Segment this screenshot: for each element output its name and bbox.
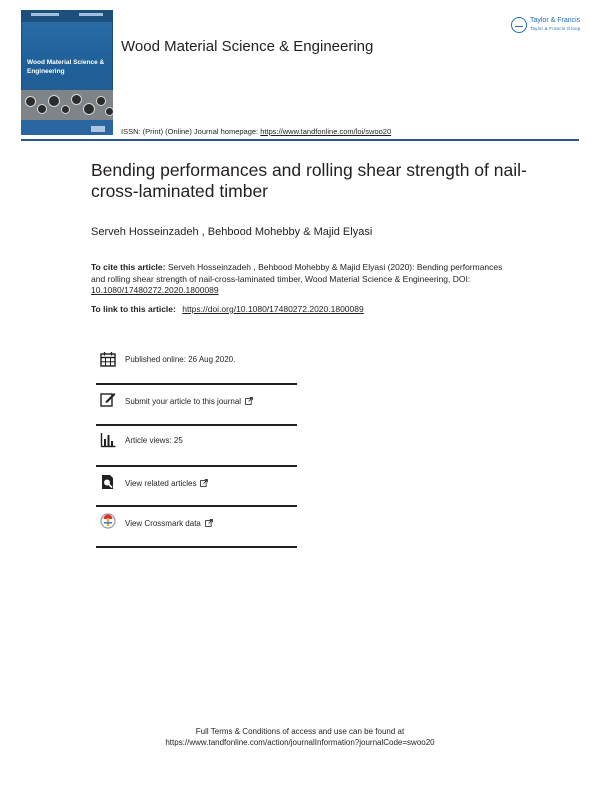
bar-chart-icon bbox=[100, 432, 116, 448]
article-title: Bending performances and rolling shear strength of nail-cross-laminated timber bbox=[91, 160, 527, 201]
published-online-row bbox=[96, 348, 297, 388]
row-divider bbox=[96, 383, 297, 385]
external-link-icon bbox=[200, 479, 208, 487]
crossmark-text: View Crossmark data bbox=[125, 519, 201, 528]
related-articles-link[interactable] bbox=[125, 479, 208, 488]
row-divider bbox=[96, 546, 297, 548]
calendar-icon bbox=[100, 351, 116, 367]
cover-photo bbox=[21, 90, 113, 120]
external-link-icon bbox=[205, 519, 213, 527]
issn-label: ISSN: (Print) (Online) Journal homepage: bbox=[121, 127, 261, 136]
crossmark-icon bbox=[100, 513, 116, 529]
citation-text: Serveh Hosseinzadeh , Behbood Mohebby & Majid Elyasi (2020): Bending performances and rolling shear strength of nail-cross-laminated timber, Wood Material Science & Engineering, DOI: bbox=[91, 262, 503, 284]
article-authors: Serveh Hosseinzadeh , Behbood Mohebby & Majid Elyasi bbox=[91, 226, 373, 238]
edit-icon bbox=[100, 391, 116, 407]
cover-bottom-band bbox=[21, 120, 113, 135]
footer-terms-text: Full Terms & Conditions of access and use can be found at bbox=[195, 727, 405, 736]
article-views-text: Article views: 25 bbox=[125, 436, 183, 445]
article-link-line bbox=[91, 304, 364, 314]
published-online-text: Published online: 26 Aug 2020. bbox=[125, 355, 236, 364]
row-divider bbox=[96, 465, 297, 467]
publisher-logo-subtitle: Taylor & Francis Group bbox=[530, 26, 581, 31]
header-divider bbox=[21, 139, 579, 141]
submit-article-text: Submit your article to this journal bbox=[125, 397, 242, 406]
citation-label: To cite this article: bbox=[91, 262, 166, 272]
issn-line bbox=[121, 127, 391, 136]
row-divider bbox=[96, 424, 297, 426]
cover-title: Wood Material Science & Engineering bbox=[27, 59, 105, 75]
publisher-logo[interactable] bbox=[511, 16, 583, 38]
related-articles-text: View related articles bbox=[125, 479, 197, 488]
journal-title[interactable]: Wood Material Science & Engineering bbox=[121, 38, 374, 55]
footer-terms-link[interactable]: https://www.tandfonline.com/action/journalInformation?journalCode=swoo20 bbox=[165, 737, 435, 747]
link-label: To link to this article: bbox=[91, 304, 179, 314]
footer-terms bbox=[0, 727, 600, 748]
row-divider bbox=[96, 505, 297, 507]
journal-cover-image bbox=[21, 10, 113, 135]
document-search-icon bbox=[100, 474, 116, 490]
publisher-logo-name: Taylor & Francis bbox=[530, 17, 581, 24]
cover-top-bar bbox=[21, 10, 113, 22]
citation-block bbox=[91, 262, 511, 297]
external-link-icon bbox=[245, 397, 253, 405]
publisher-logo-icon bbox=[511, 17, 527, 33]
submit-article-link[interactable] bbox=[125, 397, 253, 406]
article-doi-link[interactable]: https://doi.org/10.1080/17480272.2020.1800089 bbox=[182, 304, 364, 314]
journal-homepage-link[interactable]: https://www.tandfonline.com/loi/swoo20 bbox=[260, 127, 392, 136]
citation-doi-link[interactable]: 10.1080/17480272.2020.1800089 bbox=[91, 285, 219, 295]
article-views-row bbox=[96, 430, 297, 470]
crossmark-link[interactable] bbox=[125, 519, 213, 528]
